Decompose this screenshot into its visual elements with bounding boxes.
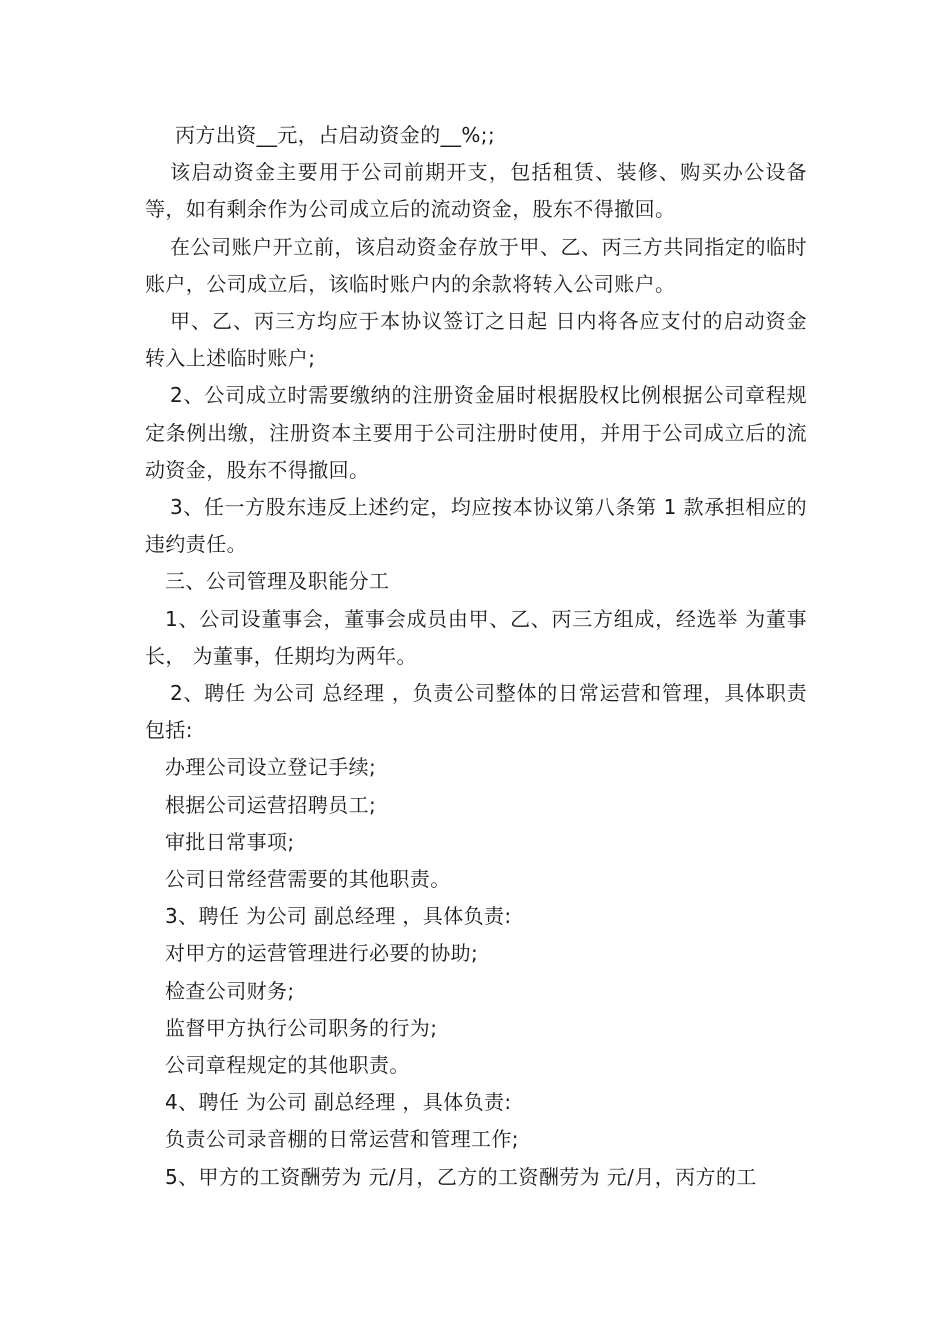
list-item-approval: 审批日常事项; [165,829,295,854]
paragraph-startup-fund-use: 该启动资金主要用于公司前期开支，包括租赁、装修、购买办公设备等，如有剩余作为公司成立后的流动资金，股东不得撤回。 [145,160,807,222]
paragraph-salaries: 5、甲方的工资酬劳为 元/月，乙方的工资酬劳为 元/月，丙方的工 [165,1164,757,1189]
paragraph-registered-capital: 2、公司成立时需要缴纳的注册资金届时根据股权比例根据公司章程规定条例出缴，注册资本主要用于公司注册时使用，并用于公司成立后的流动资金，股东不得撤回。 [145,383,807,482]
paragraph-general-manager: 2、聘任 为公司 总经理 ，负责公司整体的日常运营和管理，具体职责包括: [145,681,807,743]
list-item-studio-operations: 负责公司录音棚的日常运营和管理工作; [165,1127,519,1152]
list-item-registration: 办理公司设立登记手续; [165,755,377,780]
paragraph-payment-deadline: 甲、乙、丙三方均应于本协议签订之日起 日内将各应支付的启动资金转入上述临时账户; [145,309,807,371]
paragraph-deputy-manager-1: 3、聘任 为公司 副总经理 ，具体负责: [165,904,512,929]
list-item-supervise: 监督甲方执行公司职务的行为; [165,1015,438,1040]
paragraph-deputy-manager-2: 4、聘任 为公司 副总经理 ，具体负责: [165,1090,512,1115]
paragraph-capital-bing: 丙方出资__元，占启动资金的__%;; [175,123,496,147]
paragraph-board-of-directors: 1、公司设董事会，董事会成员由甲、乙、丙三方组成，经选举 为董事长， 为董事，任期均为两年。 [145,606,807,668]
list-item-charter-duties: 公司章程规定的其他职责。 [165,1053,410,1078]
list-item-check-finance: 检查公司财务; [165,978,295,1003]
list-item-other-duties: 公司日常经营需要的其他职责。 [165,867,451,892]
list-item-assist-operations: 对甲方的运营管理进行必要的协助; [165,941,479,966]
section-heading-management: 三、公司管理及职能分工 [165,569,390,594]
paragraph-temporary-account: 在公司账户开立前，该启动资金存放于甲、乙、丙三方共同指定的临时账户，公司成立后，该临时账户内的余款将转入公司账户。 [145,234,807,296]
paragraph-breach-liability: 3、任一方股东违反上述约定，均应按本协议第八条第 1 款承担相应的违约责任。 [145,495,807,557]
list-item-recruitment: 根据公司运营招聘员工; [165,792,377,817]
document-body [145,117,807,1196]
